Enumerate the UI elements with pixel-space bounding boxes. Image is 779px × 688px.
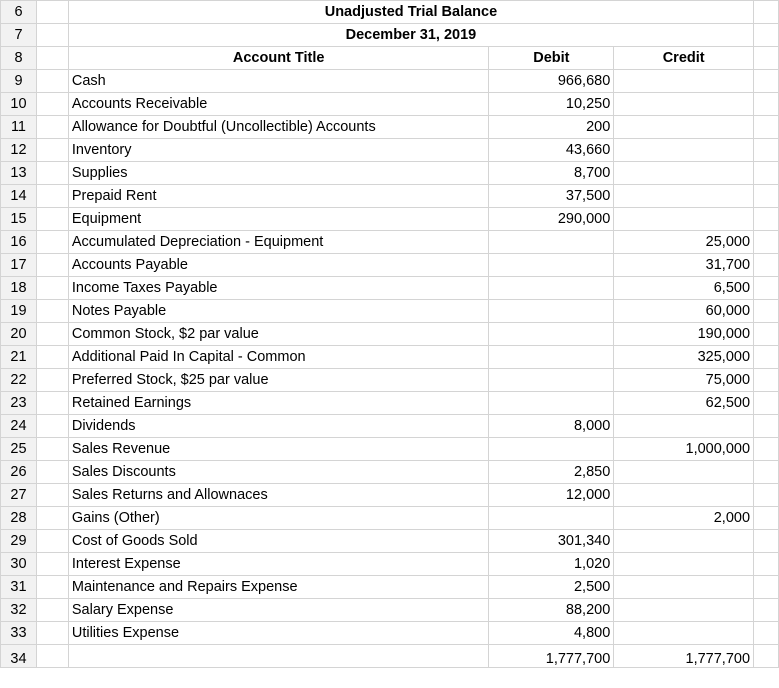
cell[interactable] [754,484,779,507]
table-row [1,162,779,185]
account-title-cell[interactable]: Cash [68,70,489,93]
table-row [1,553,779,576]
account-title-cell[interactable]: Maintenance and Repairs Expense [68,576,489,599]
credit-cell[interactable]: 325,000 [614,346,754,369]
total-label-cell[interactable] [68,645,489,668]
credit-cell[interactable] [614,530,754,553]
row-header[interactable]: 27 [1,484,37,507]
account-title-cell[interactable]: Sales Returns and Allownaces [68,484,489,507]
cell[interactable] [754,323,779,346]
row-header[interactable]: 31 [1,576,37,599]
debit-cell[interactable] [489,277,614,300]
debit-cell[interactable] [489,438,614,461]
report-date[interactable]: December 31, 2019 [68,24,753,47]
row-header[interactable]: 33 [1,622,37,645]
credit-cell[interactable]: 25,000 [614,231,754,254]
debit-cell[interactable] [489,254,614,277]
cell[interactable] [754,645,779,668]
account-title-cell[interactable]: Accounts Receivable [68,93,489,116]
cell[interactable] [36,277,68,300]
table-row [1,346,779,369]
cell[interactable] [36,553,68,576]
account-title-cell[interactable]: Sales Revenue [68,438,489,461]
debit-cell[interactable]: 290,000 [489,208,614,231]
cell[interactable] [754,300,779,323]
table-row [1,70,779,93]
table-row [1,300,779,323]
table-row [1,415,779,438]
row-header[interactable]: 22 [1,369,37,392]
cell[interactable] [36,24,68,47]
cell[interactable] [754,70,779,93]
cell[interactable] [36,415,68,438]
cell[interactable] [754,576,779,599]
credit-cell[interactable]: 75,000 [614,369,754,392]
table-row [1,254,779,277]
cell[interactable] [36,185,68,208]
account-title-cell[interactable]: Interest Expense [68,553,489,576]
credit-cell[interactable]: 62,500 [614,392,754,415]
row-header[interactable]: 23 [1,392,37,415]
cell[interactable] [36,254,68,277]
debit-header[interactable]: Debit [489,47,614,70]
credit-cell[interactable] [614,576,754,599]
cell[interactable] [754,208,779,231]
account-title-cell[interactable]: Inventory [68,139,489,162]
row-header[interactable]: 8 [1,47,37,70]
credit-cell[interactable]: 6,500 [614,277,754,300]
cell[interactable] [754,415,779,438]
account-title-cell[interactable]: Salary Expense [68,599,489,622]
table-row [1,185,779,208]
credit-cell[interactable]: 60,000 [614,300,754,323]
account-title-cell[interactable]: Accumulated Depreciation - Equipment [68,231,489,254]
account-title-cell[interactable]: Common Stock, $2 par value [68,323,489,346]
table-row [1,208,779,231]
account-title-cell[interactable]: Utilities Expense [68,622,489,645]
table-row [1,392,779,415]
credit-cell[interactable] [614,622,754,645]
cell[interactable] [754,231,779,254]
account-title-cell[interactable]: Additional Paid In Capital - Common [68,346,489,369]
table-row [1,93,779,116]
table-row [1,323,779,346]
cell[interactable] [754,530,779,553]
cell[interactable] [36,461,68,484]
debit-cell[interactable] [489,346,614,369]
cell[interactable] [754,369,779,392]
account-title-cell[interactable]: Equipment [68,208,489,231]
debit-cell[interactable]: 8,700 [489,162,614,185]
cell[interactable] [36,300,68,323]
cell[interactable] [754,553,779,576]
account-title-cell[interactable]: Dividends [68,415,489,438]
row-header[interactable]: 30 [1,553,37,576]
cell[interactable] [754,47,779,70]
row-header[interactable]: 9 [1,70,37,93]
row-header[interactable]: 26 [1,461,37,484]
row-header[interactable]: 32 [1,599,37,622]
debit-cell[interactable]: 8,000 [489,415,614,438]
cell[interactable] [754,507,779,530]
cell[interactable] [754,461,779,484]
row-header[interactable]: 10 [1,93,37,116]
debit-cell[interactable]: 37,500 [489,185,614,208]
cell[interactable] [36,162,68,185]
debit-cell[interactable] [489,323,614,346]
table-row [1,438,779,461]
cell[interactable] [36,139,68,162]
debit-cell[interactable] [489,507,614,530]
cell[interactable] [36,93,68,116]
credit-cell[interactable] [614,415,754,438]
row-header[interactable]: 29 [1,530,37,553]
row-header[interactable]: 16 [1,231,37,254]
cell[interactable] [754,599,779,622]
row-header[interactable]: 6 [1,1,37,24]
debit-cell[interactable] [489,231,614,254]
cell[interactable] [36,622,68,645]
cell[interactable] [754,24,779,47]
cell[interactable] [36,323,68,346]
cell[interactable] [754,162,779,185]
cell[interactable] [754,277,779,300]
cell[interactable] [36,530,68,553]
table-row [1,461,779,484]
row-header[interactable]: 7 [1,24,37,47]
debit-cell[interactable]: 301,340 [489,530,614,553]
cell[interactable] [36,484,68,507]
table-row [1,530,779,553]
debit-cell[interactable]: 4,800 [489,622,614,645]
row-header[interactable]: 14 [1,185,37,208]
row-header[interactable]: 12 [1,139,37,162]
cell[interactable] [36,346,68,369]
cell[interactable] [36,392,68,415]
account-title-cell[interactable]: Preferred Stock, $25 par value [68,369,489,392]
row-header[interactable]: 20 [1,323,37,346]
cell[interactable] [754,622,779,645]
row-header[interactable]: 34 [1,645,37,668]
sheet-row [1,24,779,47]
debit-cell[interactable] [489,300,614,323]
account-title-cell[interactable]: Prepaid Rent [68,185,489,208]
row-header[interactable]: 21 [1,346,37,369]
cell[interactable] [36,70,68,93]
account-title-cell[interactable]: Accounts Payable [68,254,489,277]
credit-cell[interactable] [614,484,754,507]
cell[interactable] [36,1,68,24]
debit-cell[interactable]: 2,500 [489,576,614,599]
table-row [1,231,779,254]
table-row [1,507,779,530]
credit-total-cell[interactable]: 1,777,700 [614,645,754,668]
account-title-cell[interactable]: Allowance for Doubtful (Uncollectible) Accounts [68,116,489,139]
table-row [1,116,779,139]
table-row [1,576,779,599]
table-row [1,369,779,392]
cell[interactable] [36,507,68,530]
table-row [1,277,779,300]
credit-cell[interactable] [614,461,754,484]
credit-cell[interactable]: 2,000 [614,507,754,530]
row-header[interactable]: 28 [1,507,37,530]
credit-cell[interactable] [614,70,754,93]
row-header[interactable]: 11 [1,116,37,139]
credit-cell[interactable] [614,553,754,576]
cell[interactable] [754,139,779,162]
cell[interactable] [754,438,779,461]
credit-cell[interactable]: 190,000 [614,323,754,346]
cell[interactable] [754,116,779,139]
account-title-header[interactable]: Account Title [68,47,489,70]
cell[interactable] [754,392,779,415]
cell[interactable] [754,1,779,24]
account-title-cell[interactable]: Cost of Goods Sold [68,530,489,553]
account-title-cell[interactable]: Notes Payable [68,300,489,323]
credit-cell[interactable]: 31,700 [614,254,754,277]
row-header[interactable]: 18 [1,277,37,300]
cell[interactable] [754,346,779,369]
credit-cell[interactable]: 1,000,000 [614,438,754,461]
sheet-row [1,47,779,70]
cell[interactable] [36,599,68,622]
account-title-cell[interactable]: Sales Discounts [68,461,489,484]
cell[interactable] [754,185,779,208]
credit-header[interactable]: Credit [614,47,754,70]
cell[interactable] [36,576,68,599]
account-title-cell[interactable]: Retained Earnings [68,392,489,415]
total-row [1,645,779,668]
row-header[interactable]: 17 [1,254,37,277]
debit-cell[interactable]: 43,660 [489,139,614,162]
cell[interactable] [754,93,779,116]
cell[interactable] [36,369,68,392]
debit-cell[interactable]: 966,680 [489,70,614,93]
table-row [1,599,779,622]
debit-cell[interactable] [489,392,614,415]
credit-cell[interactable] [614,599,754,622]
credit-cell[interactable] [614,116,754,139]
table-row [1,622,779,645]
cell[interactable] [36,47,68,70]
debit-cell[interactable] [489,369,614,392]
account-title-cell[interactable]: Supplies [68,162,489,185]
report-title[interactable]: Unadjusted Trial Balance [68,1,753,24]
account-title-cell[interactable]: Gains (Other) [68,507,489,530]
row-header[interactable]: 25 [1,438,37,461]
debit-cell[interactable]: 88,200 [489,599,614,622]
cell[interactable] [36,438,68,461]
debit-cell[interactable]: 10,250 [489,93,614,116]
row-header[interactable]: 19 [1,300,37,323]
credit-cell[interactable] [614,208,754,231]
row-header[interactable]: 24 [1,415,37,438]
table-row [1,139,779,162]
credit-cell[interactable] [614,185,754,208]
debit-cell[interactable]: 12,000 [489,484,614,507]
cell[interactable] [36,116,68,139]
account-title-cell[interactable]: Income Taxes Payable [68,277,489,300]
debit-cell[interactable]: 1,020 [489,553,614,576]
sheet-row [1,1,779,24]
debit-total-cell[interactable]: 1,777,700 [489,645,614,668]
credit-cell[interactable] [614,93,754,116]
debit-cell[interactable]: 2,850 [489,461,614,484]
cell[interactable] [36,231,68,254]
table-row [1,484,779,507]
cell[interactable] [754,254,779,277]
row-header[interactable]: 15 [1,208,37,231]
cell[interactable] [36,208,68,231]
credit-cell[interactable] [614,162,754,185]
cell[interactable] [36,645,68,668]
debit-cell[interactable]: 200 [489,116,614,139]
row-header[interactable]: 13 [1,162,37,185]
credit-cell[interactable] [614,139,754,162]
